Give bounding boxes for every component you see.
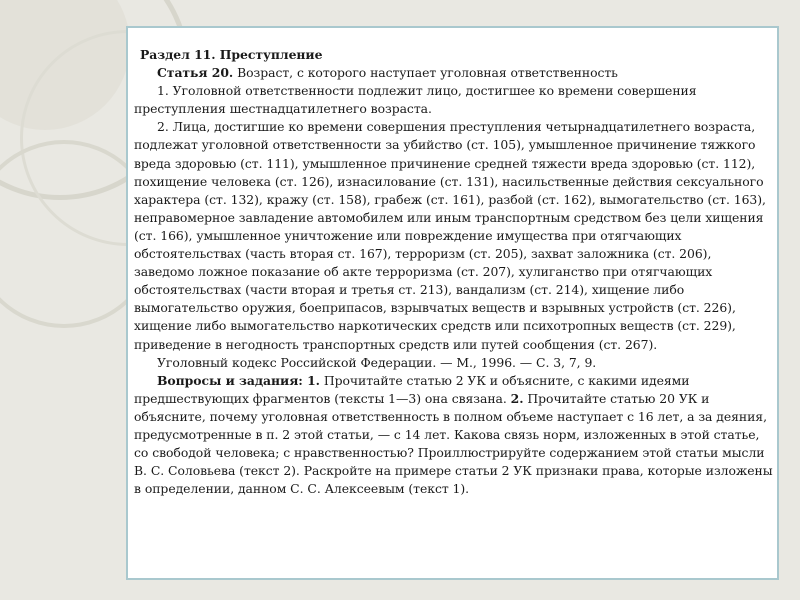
questions-label: Вопросы и задания: 1. bbox=[157, 372, 320, 388]
question-2-label: 2. bbox=[510, 390, 524, 406]
paragraph-1: 1. Уголовной ответственности подлежит лицо, достигшее ко времени совершения преступления шестнадцатилетнего возраста. bbox=[134, 83, 697, 117]
article-title: Возраст, с которого наступает уголовная ответственность bbox=[233, 65, 618, 81]
decorative-circle-fill bbox=[0, 0, 130, 130]
question-1-text: Прочитайте статью 2 УК и объясните, с какими идеями предшествующих фрагментов (тексты 1—3) она связана. bbox=[134, 372, 690, 406]
paragraph-2: 2. Лица, достигшие ко времени совершения преступления четырнадцатилетнего возраста, подлежат уголовной ответственности за убийство (ст. 105), умышленное причинение тяжкого вреда здоровью (ст. 111), умышленное причинение средней тяжести вреда здоровью (ст. 112), похищение человека (ст. 126), изнасилование (ст. 131), насильственные действия сексуального характера (ст. 132), кражу (ст. 158), грабеж (ст. 161), разбой (ст. 162), вымогательство (ст. 163), неправомерное завладение автомобилем или иным транспортным средством без цели хищения (ст. 166), умышленное уничтожение или повреждение имущества при отягчающих обстоятельствах (часть вторая ст. 167), терроризм (ст. 205), захват заложника (ст. 206), заведомо ложное показание об акте терроризма (ст. 207), хулиганство при отягчающих обстоятельствах (части вторая и третья ст. 213), вандализм (ст. 214), хищение либо вымогательство оружия, боеприпасов, взрывчатых веществ и взрывных устройств (ст. 226), хищение либо вымогательство наркотических средств или психотропных веществ (ст. 229), приведение в негодность транспортных средств или путей сообщения (ст. 267). bbox=[134, 119, 766, 352]
text-panel bbox=[126, 26, 779, 580]
section-title: Раздел 11. Преступление bbox=[140, 47, 323, 62]
questions-block bbox=[134, 372, 774, 499]
article-label: Статья 20. bbox=[157, 65, 234, 81]
source-citation: Уголовный кодекс Российской Федерации. — М., 1996. — С. 3, 7, 9. bbox=[157, 354, 597, 370]
question-2-text: Прочитайте статью 20 УК и объясните, почему уголовная ответственность в полном объеме наступает с 16 лет, а за деяния, предусмотренные в п. 2 этой статьи, — с 14 лет. Какова связь норм, изложенных в этой статье, со свободой человека; с нравственностью? Проиллюстрируйте содержанием этой статьи мысли В. С. Соловьева (текст 2). Раскройте на примере статьи 2 УК признаки права, которые изложены в определении, данном С. С. Алексеевым (текст 1). bbox=[134, 390, 773, 497]
article-heading bbox=[134, 64, 774, 82]
document-body bbox=[134, 46, 774, 498]
